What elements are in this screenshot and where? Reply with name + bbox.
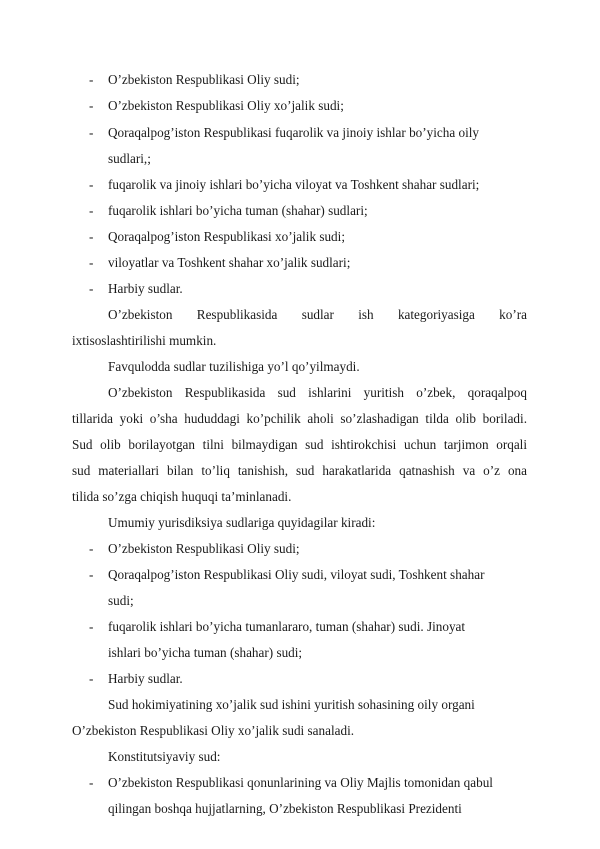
- word: ko’ra: [499, 307, 527, 322]
- paragraph-line: O’zbekiston Respublikasi Oliy xo’jalik sudi sanaladi.: [72, 723, 355, 738]
- list-item: Harbiy sudlar.: [108, 281, 183, 296]
- line-text: O’zbekiston Respublikasida sud ishlarini yuritish o’zbek, qoraqalpoq: [108, 385, 527, 400]
- bullet-dash: -: [89, 229, 94, 244]
- bullet-dash: -: [89, 203, 94, 218]
- bullet-dash: -: [89, 98, 94, 113]
- list-item-continuation: sudlari,;: [108, 151, 151, 166]
- bullet-dash: -: [89, 72, 94, 87]
- paragraph-line: Favqulodda sudlar tuzilishiga yo’l qo’yilmaydi.: [108, 359, 360, 374]
- word: O’zbekiston: [108, 307, 173, 322]
- list-item: Qoraqalpog’iston Respublikasi xo’jalik sudi;: [108, 229, 345, 244]
- paragraph-line: [72, 464, 527, 477]
- list-item: O’zbekiston Respublikasi Oliy sudi;: [108, 72, 300, 87]
- bullet-dash: -: [89, 671, 94, 686]
- line-text: sud materiallari bilan to’liq tanishish, sud harakatlarida qatnashish va o’z ona: [72, 463, 527, 478]
- word: ish: [358, 307, 374, 322]
- paragraph-line: [108, 308, 527, 321]
- list-item: fuqarolik va jinoiy ishlari bo’yicha viloyat va Toshkent shahar sudlari;: [108, 177, 480, 192]
- paragraph-line: tilida so’zga chiqish huquqi ta’minlanadi.: [72, 489, 292, 504]
- line-text: tillarida yoki o’sha hududdagi ko’pchilik aholi so’zlashadigan tilda olib boriladi.: [72, 411, 527, 426]
- bullet-dash: -: [89, 281, 94, 296]
- list-item: O’zbekiston Respublikasi Oliy sudi;: [108, 541, 300, 556]
- list-item: fuqarolik ishlari bo’yicha tumanlararo, tuman (shahar) sudi. Jinoyat: [108, 619, 466, 634]
- list-item-continuation: ishlari bo’yicha tuman (shahar) sudi;: [108, 645, 303, 660]
- list-item-continuation: qilingan boshqa hujjatlarning, O’zbekiston Respublikasi Prezidenti: [108, 801, 462, 816]
- bullet-dash: -: [89, 567, 94, 582]
- word: sudlar: [301, 307, 334, 322]
- list-item: Harbiy sudlar.: [108, 671, 183, 686]
- paragraph-line: ixtisoslashtirilishi mumkin.: [72, 333, 217, 348]
- paragraph-line: Umumiy yurisdiksiya sudlariga quyidagilar kiradi:: [108, 515, 376, 530]
- paragraph-line: Sud hokimiyatining xo’jalik sud ishini yuritish sohasining oily organi: [108, 697, 475, 712]
- paragraph-line: [72, 412, 527, 425]
- list-item: O’zbekiston Respublikasi qonunlarining va Oliy Majlis tomonidan qabul: [108, 775, 493, 790]
- list-item: O’zbekiston Respublikasi Oliy xo’jalik sudi;: [108, 98, 344, 113]
- bullet-dash: -: [89, 619, 94, 634]
- list-item: Qoraqalpog’iston Respublikasi Oliy sudi, viloyat sudi, Toshkent shahar: [108, 567, 485, 582]
- list-item-continuation: sudi;: [108, 593, 134, 608]
- word: kategoriyasiga: [397, 307, 475, 322]
- paragraph-line: [108, 386, 527, 399]
- paragraph-line: [72, 438, 527, 451]
- bullet-dash: -: [89, 541, 94, 556]
- bullet-dash: -: [89, 255, 94, 270]
- paragraph-line: Konstitutsiyaviy sud:: [108, 749, 221, 764]
- bullet-dash: -: [89, 177, 94, 192]
- line-text: Sud olib borilayotgan tilni bilmaydigan sud ishtirokchisi uchun tarjimon orqali: [72, 437, 527, 452]
- list-item: fuqarolik ishlari bo’yicha tuman (shahar) sudlari;: [108, 203, 368, 218]
- bullet-dash: -: [89, 775, 94, 790]
- list-item: Qoraqalpog’iston Respublikasi fuqarolik va jinoiy ishlar bo’yicha oily: [108, 125, 480, 140]
- word: Respublikasida: [196, 307, 278, 322]
- list-item: viloyatlar va Toshkent shahar xo’jalik sudlari;: [108, 255, 351, 270]
- bullet-dash: -: [89, 125, 94, 140]
